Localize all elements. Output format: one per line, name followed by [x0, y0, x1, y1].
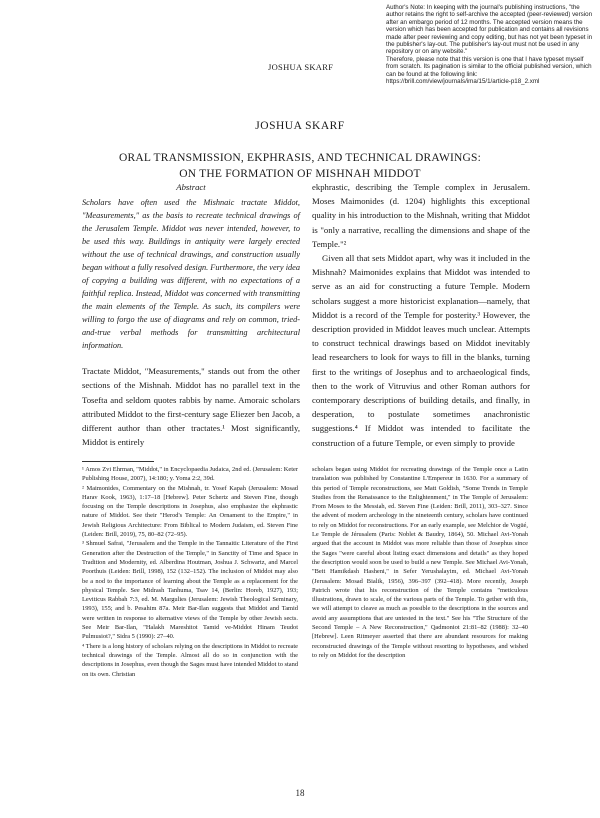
article-title [80, 150, 520, 182]
authors-note [386, 4, 594, 85]
running-head: JOSHUA SKARF [268, 62, 334, 72]
note-link[interactable]: https://brill.com/view/journals/ima/15/1/article-p18_2.xml [386, 78, 540, 86]
footnote-1: ¹ Amos Zvi Ehrman, "Middot," in Encyclopaedia Judaica, 2nd ed. (Jerusalem: Keter Publishing House, 2007), 14:180; y. Yoma 2:2, 39d. [82, 466, 298, 483]
title-line-2: ON THE FORMATION OF MISHNAH MIDDOT [179, 168, 421, 180]
abstract-text: Scholars have often used the Mishnaic tractate Middot, "Measurements," as the basis to recreate technical drawings of the Jerusalem Temple. Middot was never intended, however, to be used this way. Buildings in antiquity were largely erected without the use of technical drawings, and construction usually began without a fully resolved design. Furthermore, the very idea of copying a building was different, with no expectations of a faithful replica. Instead, Middot was concerned with transmitting the main elements of the Temple. As such, its compilers were willing to forgo the use of diagrams and rely on common, tried-and-true verbal methods for transmitting architectural information. [82, 198, 300, 351]
footnote-4-continued: scholars began using Middot for recreating drawings of the Temple once a Latin translation was published by Constantine L'Empereur in 1630. For a summary of this period of Temple reconstructions, see Matt Goldish, "Some Trends in Temple Studies from the Renaissance to the Enlightenment," in The Temple of Jerusalem: From Moses to the Messiah, ed. Steven Fine (Leiden: Brill, 2011), 303–327. Since the advent of modern archeology in the nineteenth century, scholars have continued to rely on Middot for reconstructions. For an early example, see Melchior de Vogüé, Le Temple de Jérusalem (Paris: Noblet & Baudry, 1864), 50. Michael Avi-Yonah argued that the account in Middot was more reliable than those of Josephus since the Sages "were careful about listing exact dimensions and details" as they hoped the description would soon be used to build a new Temple. See Michael Avi-Yonah, "Beit Hamikdash Hasheni," in Sefer Yerushalayim, ed. Michael Avi-Yonah (Jerusalem: Mosad Bialik, 1956), 396–397 (392–418). More recently, Joseph Patrich wrote that his reconstruction of the Temple contains "meticulous illustrations, drawn to scale, of the various parts of the Temple. To gether with this, we will attempt to cleave as much as possible to the descriptions in the sources and avoid any assumptions that are untested in the text." See his "The Structure of the Second Temple – A New Reconstruction," Qadmoniot 21:81–82 (1988): 32–40 [Hebrew]. Leen Ritmeyer asserted that there are abundant resources for making reconstructed drawings of the Temple without resorting to hypotheses, and wished to rely on Middot for the description [312, 466, 528, 659]
footnote-rule [82, 461, 154, 462]
author-name: JOSHUA SKARF [255, 120, 345, 132]
footnote-2: ² Maimonides, Commentary on the Mishnah, tr. Yosef Kapah (Jerusalem: Mosad Harav Kook, 1963), 1:17–18 [Hebrew]. Peter Schertz and Steven Fine, though focusing on the Temple descriptions in Josephus, also emphasize the ekphrastic nature of Middot. See their "Herod's Temple: An Ornament to the Empire," in Jewish Religious Architecture: From Biblical to Modern Judaism, ed. Steven Fine (Leiden: Brill, 2019), 75, 80–82 (72–95). [82, 484, 298, 539]
note-text-2: Therefore, please note that this version is one that I have typeset myself from scratch. Its pagination is similar to the official published version, which can be found at the following link: [386, 55, 592, 78]
footnote-3: ³ Shmuel Safrai, "Jerusalem and the Temple in the Tannaitic Literature of the First Generation after the Destruction of the Temple," in Sanctity of Time and Space in Tradition and Modernity, ed. Alberdina Houtman, Joshua J. Schwartz, and Marcel Poorthuis (Leiden: Brill, 1998), 152 (132–152). The inclusion of Middot may also be a nod to the importance of learning about the Temple as a replacement for the physical Temple. See Midrash Tanhuma, Tsav 14, (Berlin: Horeb, 1927), 193; Leviticus Rabbah 7:3, ed. M. Margulies (Jerusalem: Jewish Theological Seminary, 1993), 155; and b. Pesahim 87a. Meir Bar-Ilan suggests that Middot and Tamid were written in response to alternative views of the Temple by other Jewish sects. See Meir Bar-Ilan, "Halakh Mareshitot Tamid ve-Middot Hinam Teudot Pulmusiot?," Sidra 5 (1990): 27–40. [82, 540, 298, 641]
abstract-heading: Abstract [176, 182, 206, 192]
body-paragraph-right-1: ekphrastic, describing the Temple complex in Jerusalem. Moses Maimonides (d. 1204) highlights this exceptional quality in his introduction to the Mishnah, writing that Middot is "only a narrative, recalling the dimensions and shape of the Temple."² [312, 182, 530, 249]
body-paragraph-right-2: Given all that sets Middot apart, why was it included in the Mishnah? Maimonides explains that Middot was intended to serve as an aid for constructing a future Temple. Modern scholars suggest a more historicist explanation—namely, that Middot is a record of the Temple for posterity.³ However, the description provided in Middot leaves much unclear. Attempts to construct technical drawings based on Middot inevitably lead researchers to look for ways to fill in the blanks, turning first to the writings of Josephus and to archaeological finds, then to the work of Vitruvius and other Roman authors for contemporary descriptions of building details, and finally, in desperation, to postulate sometimes anachronistic suggestions.⁴ If Middot was intended to facilitate the construction of a future Temple, or even simply to provide [312, 253, 530, 448]
footnotes-left [82, 465, 298, 679]
left-column [82, 180, 300, 449]
right-column [312, 180, 530, 450]
note-text: Author's Note: In keeping with the journal's publishing instructions, "the author retains the right to self-archive the accepted (peer-reviewed) version after an embargo period of 12 months. The accepted version means the version which has been accepted for publication and contains all revisions made after peer reviewing and copy editing, but has not yet been typeset in the publisher's lay-out. The publisher's lay-out must not be used in any repository or on any website." [386, 4, 593, 56]
page-number: 18 [295, 788, 305, 798]
footnote-4: ⁴ There is a long history of scholars relying on the descriptions in Middot to recreate technical drawings of the Temple. Almost all do so in conjunction with the descriptions in Josephus, even though the Sages must have intended Middot to stand on its own. Christian [82, 642, 299, 678]
title-line-1: ORAL TRANSMISSION, EKPHRASIS, AND TECHNICAL DRAWINGS: [118, 152, 482, 164]
footnotes-right [312, 465, 528, 660]
body-paragraph-left: Tractate Middot, "Measurements," stands out from the other sections of the Mishnah. Middot has no parallel text in the Tosefta and seldom quotes rabbis by name. Amoraic scholars attributed Middot to the first-century sage Eliezer ben Jacob, a different author than other tractates.¹ Most significantly, Middot is entirely [82, 366, 300, 448]
